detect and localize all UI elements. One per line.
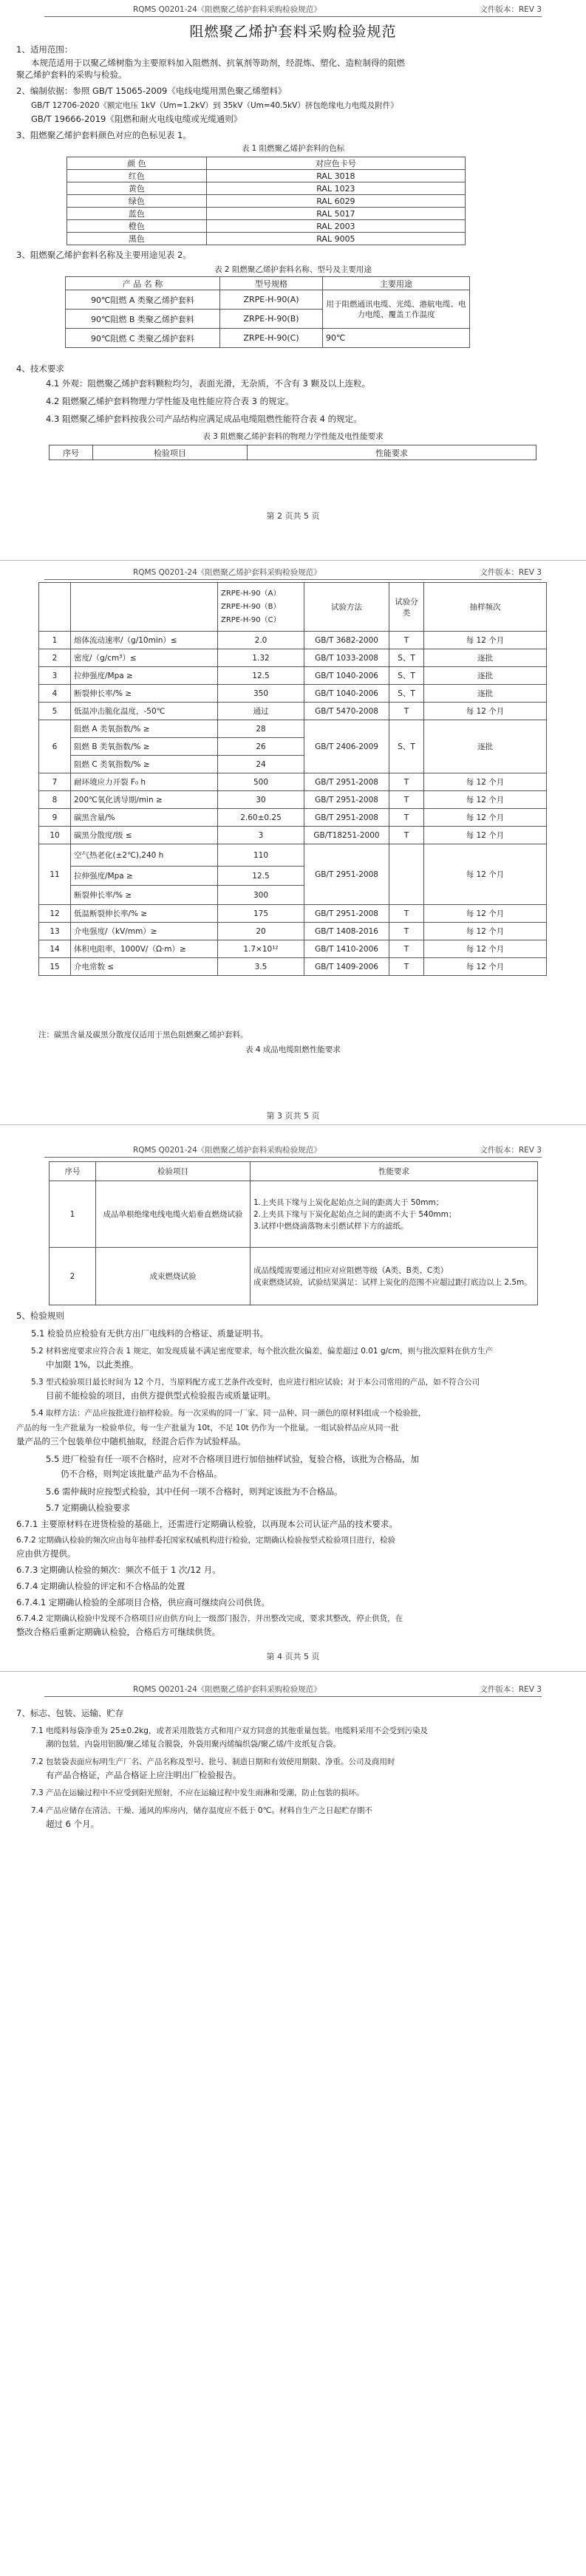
row-item: 断裂伸长率/% ≥: [71, 685, 218, 703]
page-separator: [0, 1671, 586, 1672]
table-4-req: 1.上夹具下缘与上炭化起始点之间的距离大于 50mm；: [253, 1198, 444, 1207]
table-3-header-req: 性能要求: [248, 445, 536, 460]
table-2-product-name: 90℃阻燃 C 类聚乙烯护套料: [66, 329, 220, 348]
row-value: 2.60±0.25: [218, 809, 304, 827]
table-1-caption: 表 1 阻燃聚乙烯护套料的色标: [241, 144, 345, 153]
row-method: GB/T 1410-2006: [304, 940, 389, 958]
page-header: [44, 1, 542, 17]
row-item: 阻燃 B 类氧指数/% ≥: [71, 738, 218, 756]
row-value: 175: [218, 905, 304, 923]
rule-5-4-cont2: 量产品的三个包装单位中随机抽取，经混合后作为试验样品。: [16, 1436, 246, 1446]
row-value: 通过: [218, 703, 304, 720]
section-4-2: 4.2 阻燃聚乙烯护套料物理力学性能及电性能应符合表 3 的规定。: [46, 396, 294, 406]
row-method: GB/T 2951-2008: [304, 809, 389, 827]
page-1-cont: [0, 275, 586, 570]
row-method: GB/T 2951-2008: [304, 791, 389, 809]
row-value: 12.5: [218, 667, 304, 685]
header-test-class: 试验分类: [389, 583, 424, 632]
row-item: 低温断裂伸长率/% ≥: [71, 905, 218, 923]
row-item: 介电常数 ≤: [71, 958, 218, 976]
section-2-ref-2: GB/T 12706-2020《额定电压 1kV（Um=1.2kV）到 35kV（Um=40.5kV）挤包绝缘电力电缆及附件》: [31, 101, 398, 110]
table-2-header-name: 产 品 名 称: [66, 277, 220, 290]
rule-5-6: 5.6 需仲裁时应按型式检验，其中任何一项不合格时，则判定该批为不合格品。: [46, 1486, 343, 1497]
page-footer: 第 4 页共 5 页: [266, 1652, 320, 1661]
model-c: ZRPE-H-90（C）: [221, 615, 281, 624]
row-class: T: [389, 958, 424, 976]
row-item: 介电强度/（kV/mm）≥: [71, 923, 218, 940]
header-doc-title: RQMS Q0201-24《阻燃聚乙烯护套料采购检验规范》: [133, 568, 321, 577]
table-4-row-item: 成束燃烧试验: [96, 1248, 251, 1305]
table-2-product-name: 90℃阻燃 B 类聚乙烯护套料: [66, 310, 220, 329]
row-class: S、T: [389, 649, 424, 667]
row-class: S、T: [389, 667, 424, 685]
row-method: GB/T 2406-2009: [304, 720, 389, 773]
section-2-heading: 2、编制依据：参照 GB/T 15065-2009《电线电缆用黑色聚乙烯塑料》: [16, 86, 287, 96]
table-2-header-model: 型号规格: [220, 277, 323, 290]
rule-5-1: 5.1 检验员应检验有无供方出厂电线料的合格证、质量证明书。: [31, 1328, 268, 1339]
row-method: GB/T 1408-2016: [304, 923, 389, 940]
table-1-row-code: RAL 3018: [206, 170, 465, 182]
row-freq: 每 12 个月: [424, 791, 547, 809]
table-4-row-item: 成品单根绝缘电线电缆火焰垂直燃烧试验: [96, 1181, 251, 1248]
row-no: 6: [39, 720, 71, 773]
rule-7-2-cont: 有产品合格证，产品合格证上应注明出厂检验报告。: [46, 1770, 242, 1780]
row-no: 9: [39, 809, 71, 827]
row-no: 7: [39, 773, 71, 791]
table-4-header-req: 性能要求: [251, 1162, 538, 1181]
row-item: 拉伸强度/Mpa ≥: [71, 867, 218, 886]
row-method: GB/T 5470-2008: [304, 703, 389, 720]
rule-6-7-2: 6.7.2 定期确认检验的频次应由每年抽样委托国家权威机构进行检验，定期确认检验按型式检验项目进行，检验: [16, 1536, 396, 1545]
table-2-product-model: ZRPE-H-90(B): [220, 310, 323, 329]
row-method: GB/T 1040-2006: [304, 685, 389, 703]
table-2-temp: 90℃: [323, 329, 470, 348]
table-1-row-code: RAL 1023: [206, 182, 465, 195]
row-item: 碳黑分散度/级 ≤: [71, 827, 218, 844]
section-1-heading: 1、适用范围：: [16, 44, 73, 55]
row-value: 3: [218, 827, 304, 844]
row-class: S、T: [389, 685, 424, 703]
row-class: T: [389, 703, 424, 720]
table-4-flame: [49, 1161, 538, 1305]
row-value: 20: [218, 923, 304, 940]
table-2-product-model: ZRPE-H-90(C): [220, 329, 323, 348]
rule-6-7-4-2-cont: 整改合格后重新定期确认检验，合格后方可继续供货。: [16, 1627, 220, 1637]
header-doc-title: RQMS Q0201-24《阻燃聚乙烯护套料采购检验规范》: [133, 1685, 321, 1694]
row-class: T: [389, 791, 424, 809]
row-item: 低温冲击脆化温度，-50℃: [71, 703, 218, 720]
rule-6-7-2-cont: 应由供方提供。: [16, 1548, 76, 1559]
row-freq: 每 12 个月: [424, 923, 547, 940]
row-no: 1: [39, 632, 71, 649]
table-2-products: [65, 276, 470, 348]
row-class: T: [389, 773, 424, 791]
table-3-caption: 表 3 阻燃聚乙烯护套料的物理力学性能及电性能要求: [202, 432, 384, 441]
row-value: 26: [218, 738, 304, 756]
page-header: [44, 1142, 542, 1158]
section-3b-heading: 3、阻燃聚乙烯护套料名称及主要用途见表 2。: [16, 250, 191, 260]
table-4-row-no: 1: [50, 1181, 96, 1248]
row-no: 12: [39, 905, 71, 923]
table-1-header-color: 颜 色: [67, 157, 207, 170]
row-item: 体积电阻率，1000V/（Ω·m）≥: [71, 940, 218, 958]
rule-6-7-4-1: 6.7.4.1 定期确认检验的全部项目合格，供应商可继续向公司供货。: [16, 1597, 270, 1608]
table-1-header-code: 对应色卡号: [206, 157, 465, 170]
table-4-caption: 表 4 成品电缆阻燃性能要求: [245, 1045, 341, 1054]
page-4: [0, 1674, 586, 1925]
row-no: 11: [39, 844, 71, 905]
table-2-product-name: 90℃阻燃 A 类聚乙烯护套料: [66, 290, 220, 310]
header-test-method: 试验方法: [304, 583, 389, 632]
row-value: 1.7×10¹²: [218, 940, 304, 958]
header-doc-title: RQMS Q0201-24《阻燃聚乙烯护套料采购检验规范》: [133, 5, 321, 14]
table-1-row-color: 黄色: [67, 182, 207, 195]
rule-7-1-cont: 潮的包装，内袋用铝膜/聚乙烯复合膜袋，外袋用聚丙烯编织袋/聚乙烯/牛皮纸复合袋。: [46, 1740, 341, 1749]
table-1-row-code: RAL 9005: [206, 233, 465, 245]
row-item: 碳黑含量/%: [71, 809, 218, 827]
row-value: 500: [218, 773, 304, 791]
row-freq: 每 12 个月: [424, 844, 547, 905]
row-freq: 每 12 个月: [424, 905, 547, 923]
row-freq: 逐批: [424, 685, 547, 703]
row-method: GB/T 1033-2008: [304, 649, 389, 667]
section-1-body-cont: 聚乙烯护套料的采购与检验。: [16, 69, 127, 80]
row-class: [389, 844, 424, 905]
page-separator: [0, 560, 586, 561]
rule-6-7-4: 6.7.4 定期确认检验的评定和不合格品的处置: [16, 1581, 185, 1591]
page-header: [44, 564, 542, 580]
table-3-properties: [38, 582, 547, 976]
table-4-row-no: 2: [50, 1248, 96, 1305]
row-freq: 逐批: [424, 720, 547, 773]
rule-7-4: 7.4 产品应储存在清洁、干燥、通风的库房内，储存温度应不低于 0℃。材料自生产之日起贮存期不: [31, 1806, 372, 1815]
model-b: ZRPE-H-90（B）: [221, 602, 281, 611]
table-4-req: 成束燃烧试验，试验结果满足：试样上炭化的范围不应超过距打底边以上 2.5m。: [253, 1277, 532, 1287]
row-no: 8: [39, 791, 71, 809]
table-1-row-code: RAL 6029: [206, 195, 465, 208]
table-4-req: 3.试样中燃烧滴落物未引燃试样下方的滤纸。: [253, 1221, 409, 1231]
page-footer: 第 3 页共 5 页: [266, 1111, 320, 1121]
rule-6-7-1: 6.7.1 主要原材料在进货检验的基础上，还需进行定期确认检验，以再现本公司认证产品的技术要求。: [16, 1519, 398, 1529]
row-freq: 每 12 个月: [424, 809, 547, 827]
row-item: 断裂伸长率/% ≥: [71, 886, 218, 905]
table-1-row-color: 橙色: [67, 220, 207, 233]
row-item: 阻燃 A 类氧指数/% ≥: [71, 720, 218, 738]
row-freq: 每 12 个月: [424, 958, 547, 976]
table-3-header: [49, 445, 536, 460]
row-item: 阻燃 C 类氧指数/% ≥: [71, 756, 218, 773]
row-class: S、T: [389, 720, 424, 773]
table-1-row-color: 红色: [67, 170, 207, 182]
table-1-color-codes: [67, 157, 466, 245]
row-freq: 每 12 个月: [424, 773, 547, 791]
rule-6-7-4-2: 6.7.4.2 定期确认检验中发现不合格项目应由供方向上一级部门报告，并出整改完成，要求其整改，停止供货，在: [16, 1614, 403, 1623]
row-no: 13: [39, 923, 71, 940]
table-2-product-model: ZRPE-H-90(A): [220, 290, 323, 310]
table-2-usage: 用于阻燃通讯电缆、光缆、港航电缆、电力电缆、覆盖工作温度: [323, 290, 470, 329]
header-version: 文件版本：REV 3: [480, 5, 542, 14]
table-1-row-code: RAL 5017: [206, 208, 465, 220]
table-3-note: 注：碳黑含量及碳黑分散度仅适用于黑色阻燃聚乙烯护套料。: [38, 1031, 248, 1039]
rule-5-3: 5.3 型式检验项目最长时间为 12 个月，当原料配方或工艺条件改变时，也应进行相应试验；对于本公司常用的产品，如不符合公司: [31, 1378, 480, 1387]
row-value: 1.32: [218, 649, 304, 667]
row-no: 2: [39, 649, 71, 667]
row-class: T: [389, 940, 424, 958]
row-item: 200℃氧化诱导期/min ≥: [71, 791, 218, 809]
page-2: [0, 561, 586, 1123]
rule-5-7: 5.7 定期确认检验要求: [46, 1503, 130, 1513]
table-4-req: 成品线缆需要通过相应对应阻燃等级（A类、B类、C类）: [253, 1265, 449, 1275]
row-method: GB/T18251-2000: [304, 827, 389, 844]
table-2-header-usage: 主要用途: [323, 277, 470, 290]
section-5-heading: 5、检验规则: [16, 1311, 64, 1321]
model-a: ZRPE-H-90（A）: [221, 589, 281, 598]
row-class: T: [389, 632, 424, 649]
rule-5-5: 5.5 进厂检验有任一项不合格时，应对不合格项目进行加倍抽样试验，复验合格，该批为合格品，加: [46, 1454, 419, 1464]
row-value: 24: [218, 756, 304, 773]
section-7-heading: 7、标志、包装、运输、贮存: [16, 1708, 124, 1718]
header-version: 文件版本：REV 3: [480, 568, 542, 577]
row-freq: 逐批: [424, 667, 547, 685]
page-separator: [0, 1124, 586, 1125]
section-1-body: 本规范适用于以聚乙烯树脂为主要原料加入阻燃剂、抗氧剂等助剂，经混炼、塑化、造粒制得的阻燃: [31, 58, 405, 68]
section-3-heading: 3、阻燃聚乙烯护套料颜色对应的色标见表 1。: [16, 130, 191, 140]
rule-5-4: 5.4 取样方法：产品应按批进行抽样检验。每一次采购的同一厂家、同一品种、同一颜色的原材料组成一个检验批，: [31, 1409, 426, 1418]
row-no: 4: [39, 685, 71, 703]
header-version: 文件版本：REV 3: [480, 1146, 542, 1155]
section-4-3: 4.3 阻燃聚乙烯护套料按我公司产品结构应满足成品电缆阻燃性能符合表 4 的规定。: [46, 414, 362, 424]
page-footer: 第 2 页共 5 页: [266, 511, 320, 521]
page-3: [0, 1127, 586, 1667]
section-2-ref-3: GB/T 19666-2019《阻燃和耐火电线电缆或光缆通则》: [31, 114, 242, 124]
rule-5-5-cont: 仍不合格，则判定该批量产品为不合格品。: [61, 1469, 222, 1479]
rule-5-2-cont: 中加限 1%，以此类推。: [46, 1359, 139, 1370]
row-method: GB/T 1409-2006: [304, 958, 389, 976]
row-value: 350: [218, 685, 304, 703]
table-3-header-item: 检验项目: [93, 445, 248, 460]
section-4-1: 4.1 外观：阻燃聚乙烯护套料颗粒均匀，表面光滑，无杂质，不含有 3 颗及以上连粒。: [46, 378, 371, 389]
row-class: T: [389, 905, 424, 923]
table-1-row-code: RAL 2003: [206, 220, 465, 233]
row-value: 28: [218, 720, 304, 738]
document-title: 阻燃聚乙烯护套料采购检验规范: [189, 24, 397, 40]
table-3-header-no: 序号: [50, 445, 93, 460]
row-method: GB/T 1040-2006: [304, 667, 389, 685]
header-sampling-freq: 抽样频次: [424, 583, 547, 632]
row-item: 密度/（g/cm³）≤: [71, 649, 218, 667]
rule-5-2: 5.2 材料密度要求应符合表 1 规定，如发现质量不满足密度要求，每个批次批次偏差，偏差超过 0.01 g/cm，则与批次原料在供方生产: [31, 1347, 494, 1356]
row-method: GB/T 2951-2008: [304, 844, 389, 905]
table-4-header-item: 检验项目: [96, 1162, 251, 1181]
row-class: T: [389, 923, 424, 940]
header-doc-title: RQMS Q0201-24《阻燃聚乙烯护套料采购检验规范》: [133, 1146, 321, 1155]
row-no: 14: [39, 940, 71, 958]
row-value: 3.5: [218, 958, 304, 976]
rule-7-1: 7.1 电缆料每袋净重为 25±0.2kg，或者采用散装方式和用户双方同意的其他重量包装。电缆料采用不会受到污染及: [31, 1726, 428, 1735]
row-no: 3: [39, 667, 71, 685]
row-no: 5: [39, 703, 71, 720]
rule-5-4-cont: 产品的每一生产批量为一检验单位，每一生产批量为 10t，不足 10t 仍作为一个批量。一组试验样品应从同一批: [16, 1424, 399, 1432]
row-value: 30: [218, 791, 304, 809]
row-value: 12.5: [218, 867, 304, 886]
row-item: 空气热老化(±2℃),240 h: [71, 844, 218, 867]
row-value: 300: [218, 886, 304, 905]
row-method: GB/T 2951-2008: [304, 773, 389, 791]
table-2-caption: 表 2 阻燃聚乙烯护套料名称、型号及主要用途: [214, 265, 372, 274]
page-1: [0, 0, 586, 292]
rule-5-3-cont: 目前不能检验的项目，由供方提供型式检验报告或质量证明。: [46, 1390, 276, 1401]
row-item: 耐环境应力开裂 F₀ h: [71, 773, 218, 791]
row-freq: 每 12 个月: [424, 940, 547, 958]
rule-7-3: 7.3 产品在运输过程中不应受到阳光照射，不应在运输过程中发生雨淋和受潮，防止包装的损坏。: [31, 1788, 364, 1797]
row-method: GB/T 2951-2008: [304, 905, 389, 923]
row-value: 110: [218, 844, 304, 867]
row-no: 15: [39, 958, 71, 976]
row-item: 熔体流动速率/（g/10min）≤: [71, 632, 218, 649]
row-freq: 每 12 个月: [424, 632, 547, 649]
row-method: GB/T 3682-2000: [304, 632, 389, 649]
table-4-header-no: 序号: [50, 1162, 96, 1181]
table-1-row-color: 蓝色: [67, 208, 207, 220]
table-4-req: 2.上夹具下缘与下炭化起始点之间的距离不大于 540mm；: [253, 1209, 457, 1219]
row-freq: 每 12 个月: [424, 703, 547, 720]
table-1-row-color: 绿色: [67, 195, 207, 208]
row-item: 拉伸强度/Mpa ≥: [71, 667, 218, 685]
section-4-heading: 4、技术要求: [16, 363, 64, 374]
page-header: [44, 1681, 542, 1697]
header-version: 文件版本：REV 3: [480, 1685, 542, 1694]
rule-7-4-cont: 超过 6 个月。: [46, 1819, 100, 1829]
row-freq: 逐批: [424, 649, 547, 667]
row-value: 2.0: [218, 632, 304, 649]
table-1-row-color: 黑色: [67, 233, 207, 245]
row-freq: 每 12 个月: [424, 827, 547, 844]
rule-6-7-3: 6.7.3 定期确认检验的频次：频次不低于 1 次/12 月。: [16, 1565, 221, 1575]
rule-7-2: 7.2 包装袋表面应标明生产厂名、产品名称及型号、批号、制造日期和有效使用期限、净重。公司及商用时: [31, 1757, 395, 1766]
row-no: 10: [39, 827, 71, 844]
row-class: T: [389, 809, 424, 827]
row-class: T: [389, 827, 424, 844]
